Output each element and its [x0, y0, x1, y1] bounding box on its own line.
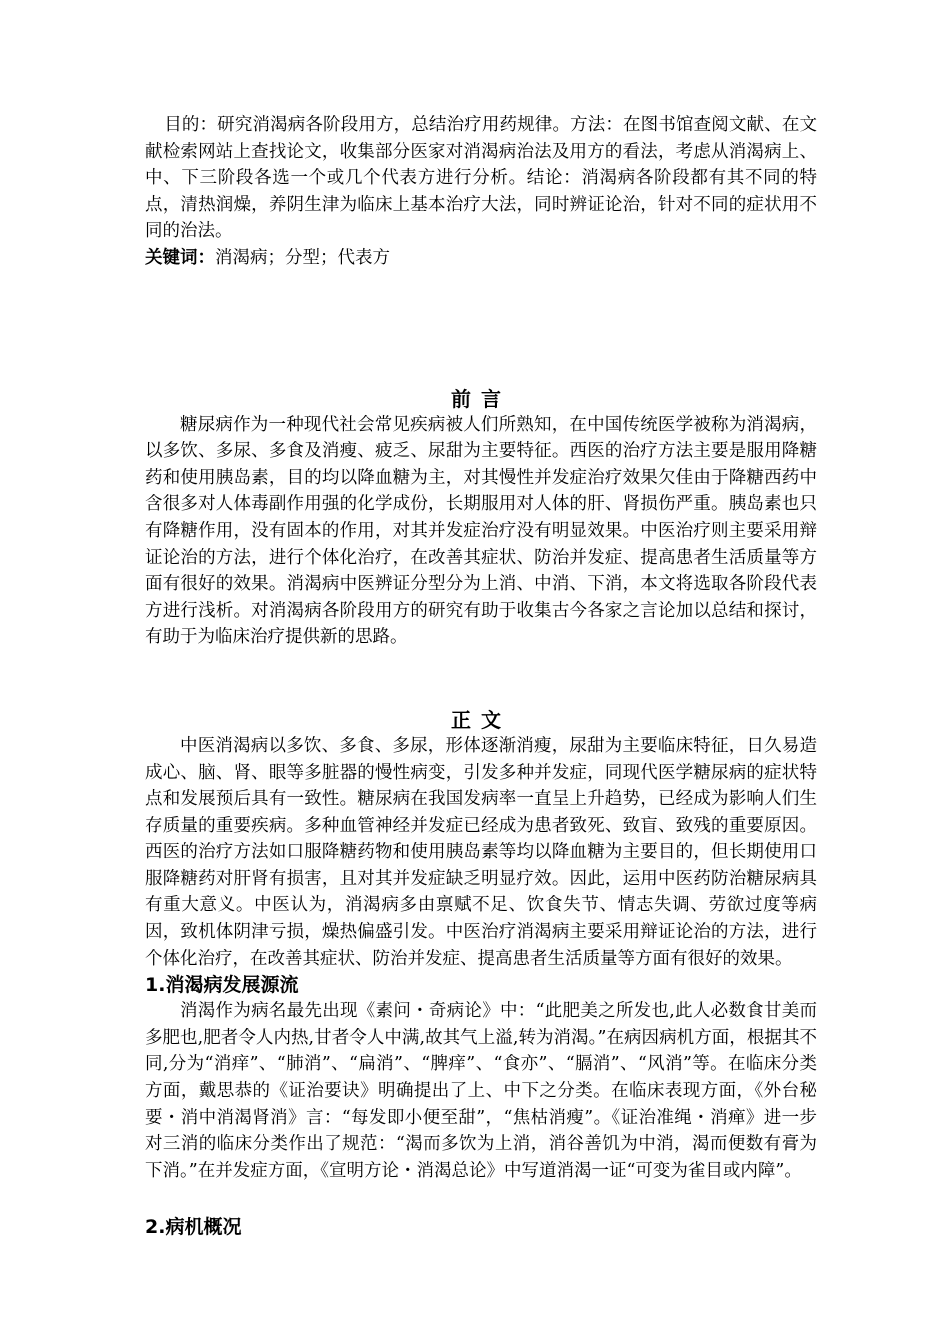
- keywords-line: [145, 245, 817, 272]
- keywords-value: 消渴病；分型；代表方: [215, 247, 390, 268]
- main-title: 正文: [451, 707, 511, 732]
- foreword-title: 前言: [451, 386, 511, 411]
- spacer: [145, 651, 817, 707]
- spacer: [145, 1184, 817, 1214]
- section1-heading: 1.消渴病发展源流: [145, 974, 299, 997]
- keywords-label: 关键词：: [145, 247, 215, 268]
- section2-heading: 2.病机概况: [145, 1216, 242, 1239]
- abstract-paragraph: 目的：研究消渴病各阶段用方，总结治疗用药规律。方法：在图书馆查阅文献、在文献检索网站上查找论文，收集部分医家对消渴病治法及用方的看法，考虑从消渴病上、中、下三阶段各选一个或几个代表方进行分析。结论：消渴病各阶段都有其不同的特点，清热润燥，养阴生津为临床上基本治疗大法，同时辨证论治，针对不同的症状用不同的治法。: [145, 115, 817, 242]
- section1-paragraph: 消渴作为病名最先出现《素问・奇病论》中：“此肥美之所发也,此人必数食甘美而多肥也,肥者令人内热,甘者令人中满,故其气上溢,转为消渴。”在病因病机方面，根据其不同,分为“消痒”、“肺消”、“扁消”、“脾痒”、“食亦”、“膈消”、“风消”等。在临床分类方面，戴思恭的《证治要诀》明确提出了上、中下之分类。在临床表现方面，《外台秘要・消中消渴肾消》言：“每发即小便至甜”，“焦枯消瘦”。《证治准绳・消瘅》进一步对三消的临床分类作出了规范：“渴而多饮为上消，消谷善饥为中消，渴而便数有膏为下消。”在并发症方面，《宣明方论・消渴总论》中写道消渴一证“可变为雀目或内障”。: [145, 1001, 817, 1181]
- document-page: [145, 112, 817, 1240]
- spacer: [145, 272, 817, 386]
- main-paragraph: 中医消渴病以多饮、多食、多尿，形体逐渐消瘦，尿甜为主要临床特征，日久易造成心、脑、肾、眼等多脏器的慢性病变，引发多种并发症，同现代医学糖尿病的症状特点和发展预后具有一致性。糖尿病在我国发病率一直呈上升趋势，已经成为影响人们生存质量的重要疾病。多种血管神经并发症已经成为患者致死、致盲、致残的重要原因。西医的治疗方法如口服降糖药物和使用胰岛素等均以降血糖为主要目的，但长期使用口服降糖药对肝肾有损害，且对其并发症缺乏明显疗效。因此，运用中医药防治糖尿病具有重大意义。中医认为，消渴病多由禀赋不足、饮食失节、情志失调、劳欲过度等病因，致机体阴津亏损，燥热偏盛引发。中医治疗消渴病主要采用辩证论治的方法，进行个体化治疗，在改善其症状、防治并发症、提高患者生活质量等方面有很好的效果。: [145, 735, 817, 969]
- foreword-paragraph: 糖尿病作为一种现代社会常见疾病被人们所熟知，在中国传统医学被称为消渴病，以多饮、多尿、多食及消瘦、疲乏、尿甜为主要特征。西医的治疗方法主要是服用降糖药和使用胰岛素，目的均以降血糖为主，对其慢性并发症治疗效果欠佳由于降糖西药中含很多对人体毒副作用强的化学成份，长期服用对人体的肝、肾损伤严重。胰岛素也只有降糖作用，没有固本的作用，对其并发症治疗没有明显效果。中医治疗则主要采用辩证论治的方法，进行个体化治疗，在改善其症状、防治并发症、提高患者生活质量等方面有很好的效果。消渴病中医辨证分型分为上消、中消、下消，本文将选取各阶段代表方进行浅析。对消渴病各阶段用方的研究有助于收集古今各家之言论加以总结和探讨，有助于为临床治疗提供新的思路。: [145, 414, 817, 648]
